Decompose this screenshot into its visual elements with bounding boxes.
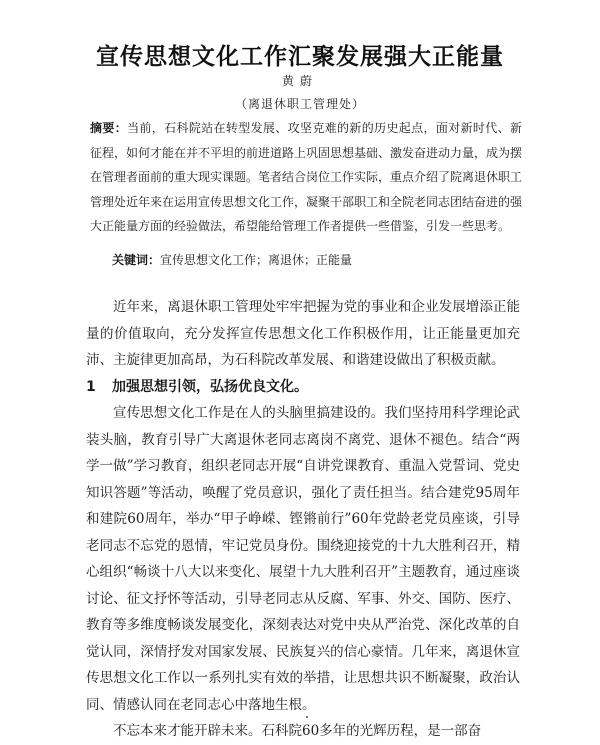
paper-title: 宣传思想文化工作汇聚发展强大正能量	[96, 44, 504, 70]
section-paragraph-2: 不忘本来才能开辟未来。石科院60多年的光辉历程，是一部奋	[113, 723, 482, 739]
abstract	[90, 116, 522, 239]
keywords	[112, 250, 532, 270]
author-affiliation: （离退休职工管理处）	[234, 97, 365, 111]
keywords-label: 关键词：	[112, 253, 161, 267]
section-title: 加强思想引领，弘扬优良文化。	[112, 378, 308, 395]
section-paragraph-1: 宣传思想文化工作是在人的头脑里搞建设的。我们坚持用科学理论武装头脑，教育引导广大离退休老同志离岗不离党、退休不褪色。结合“两学一做”学习教育，组织老同志开展“自讲党课教育、重温入党誓词、党史知识答题”等活动，唤醒了党员意识，强化了责任担当。结合建党95周年和建院60周年，举办“甲子峥嵘、铿锵前行”60年党龄老党员座谈，引导老同志不忘党的恩情，牢记党员身份。围绕迎接党的十九大胜利召开，精心组织“畅谈十八大以来变化、展望十九大胜利召开”主题教育，通过座谈讨论、征文抒怀等活动，引导老同志从反腐、军事、外交、国防、医疗、教育等多维度畅谈发展变化，深刻表达对党中央从严治党、深化改革的自觉认同，深情抒发对国家发展、民族复兴的信心豪情。几年来，离退休宣传思想文化工作以一系列扎实有效的举措，让思想共识不断凝聚，政治认同、情感认同在老同志心中落地生根。	[86, 405, 520, 713]
abstract-text: 当前，石科院站在转型发展、攻坚克难的新的历史起点，面对新时代、新征程，如何才能在并不平坦的前进道路上巩固思想基础、激发奋进动力量，成为摆在管理者面前的重大现实课题。笔者结合岗位工作实际，重点介绍了院离退休职工管理处近年来在运用宣传思想文化工作，凝聚干部职工和全院老同志团结奋进的强大正能量方面的经验做法，希望能给管理工作者提供一些借鉴，引发一些思考。	[90, 121, 523, 233]
body-text	[86, 294, 520, 745]
section-heading	[86, 374, 520, 401]
keywords-text: 宣传思想文化工作；离退休；正能量	[160, 253, 353, 267]
section-number: 1	[86, 378, 96, 395]
page-mark	[306, 716, 308, 718]
author-name: 黄蔚	[281, 74, 318, 88]
abstract-label: 摘要：	[90, 121, 128, 135]
intro-paragraph: 近年来，离退休职工管理处牢牢把握为党的事业和企业发展增添正能量的价值取向，充分发挥宣传思想文化工作积极作用，让正能量更加充沛、主旋律更加高昂，为石科院改革发展、和谐建设做出了积极贡献。	[86, 299, 520, 368]
